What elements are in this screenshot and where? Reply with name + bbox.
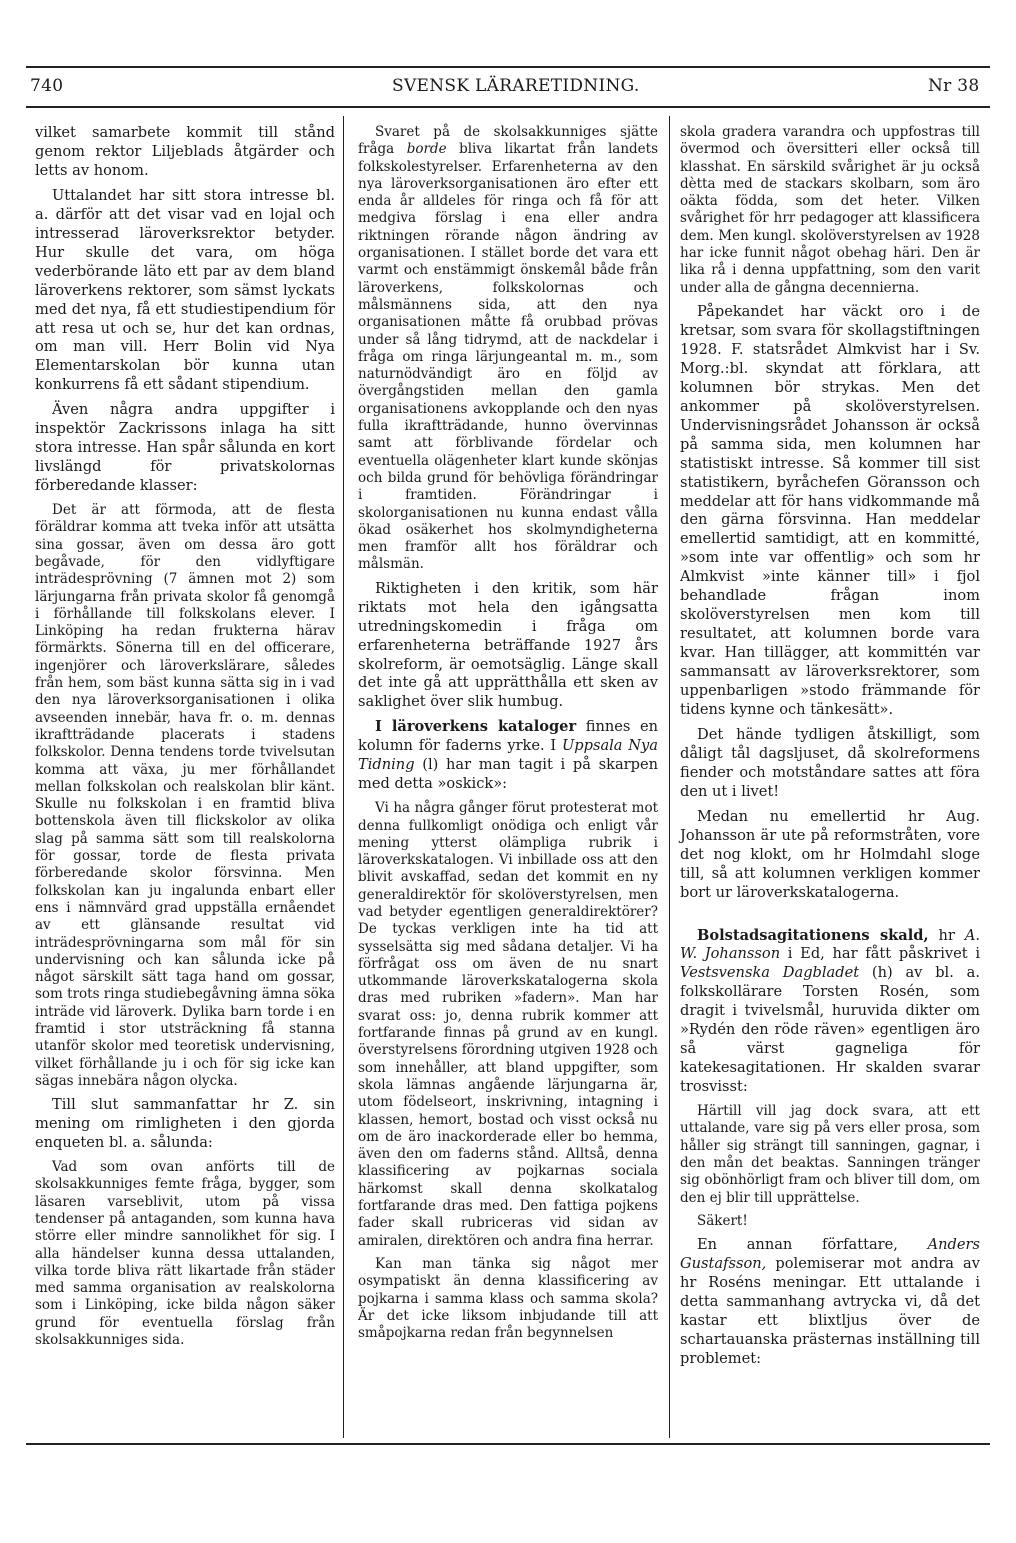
quote-paragraph: Säkert!	[697, 1212, 748, 1229]
column-3	[680, 124, 980, 1375]
issue-number: Nr 38	[928, 76, 980, 96]
paragraph: I läroverkens kataloger finnes en kolumn för faderns yrke. I Uppsala Nya Tidning (l) har man tagit i på skarpen med detta »oskick»:	[358, 718, 658, 793]
paragraph: Uttalandet har sitt stora intresse bl. a. därför att det visar vad en lojal och intresserad läroverksrektor betyder. Hur skulle det vara, om höga vederbörande läto ett par av dem bland läroverkens rektorer, som sämst lyckats med det nya, få ett studiestipendium för att resa ut och se, hur det kan ordnas, om man vill. Herr Bolin vid Nya Elementarskolan bör kunna utan konkurrens få ett sådant stipendium.	[35, 186, 335, 394]
column-divider-left	[343, 116, 344, 1438]
quote-paragraph: Vi ha några gånger förut protesterat mot denna fullkomligt onödiga och enligt vår mening ytterst olämpliga rubrik i läroverkskatalogen. Vi inbillade oss att den blivit avskaffad, sedan det kommit en ny generaldirektör för skolöverstyrelsen, men vad betyder egentligen generaldirektörer? De tyckas verkligen inte ha tid att sysselsätta sig med sådana detaljer. Vi ha förfrågat oss om även de nu snart utkommande läroverkskatalogerna skola dras med rubriken »fadern». Man har svarat oss: jo, denna rubrik kommer att fortfarande finnas på grund av en kungl. överstyrelsens förordning utgiven 1928 och som innehåller, att bland uppgifter, som skola lämnas angående lärjungarna är, utom födelseort, inskrivning, intagning i klassen, hemort, bostad och visst också nu om de äro inackorderade eller bo hemma, även den om faderns stånd. Alltså, denna klassificering av pojkarnas sociala härkomst skall denna skolkatalog fortfarande dras med. Den fattiga pojkens fader skall rubriceras vid sidan av amiralen, direktören och andra fina herrar.	[358, 800, 658, 1249]
paragraph: Medan nu emellertid hr Aug. Johansson är ute på reformstråten, vore det nog klokt, om hr Holmdahl sloge till, så att kolumnen verkligen kommer bort ur läroverkskatalogerna.	[680, 807, 980, 901]
header-rule	[26, 106, 990, 108]
quote-paragraph: Vad som ovan anförts till de skolsakkunniges femte fråga, bygger, som läsaren varseblivit, utom på vissa tendenser på antaganden, som kunna hava större eller mindre sannolikhet för sig. I alla händelser kunna dessa uttalanden, vilka torde bliva rätt likartade från städer med samma organisation av realskolorna som i Linköping, icke bilda någon säker grund för eventuella förslag från skolsakkunniges sida.	[35, 1159, 335, 1349]
column-divider-right	[669, 116, 670, 1438]
column-2	[358, 124, 658, 1348]
paragraph: Även några andra uppgifter i inspektör Zackrissons inlaga ha sitt stora intresse. Han spår sålunda en kort livslängd för privatskolornas förberedande klasser:	[35, 401, 335, 495]
paragraph: Påpekandet har väckt oro i de kretsar, som svara för skollagstiftningen 1928. F. statsrådet Almkvist har i Sv. Morg.:bl. skyndat att förklara, att kolumnen bör strykas. Men det ankommer på skolöverstyrelsen. Undervisningsrådet Johansson är också på samma sida, men kolumnen har statistiskt intresse. Så kommer till sist statistikern, byråchefen Göransson och meddelar att för hans vidkommande må den gärna försvinna. Han meddelar emellertid samtidigt, att en kommitté, »som inte var offentlig» och som hr Almkvist »inte känner till» i fjol behandlade frågan inom skolöverstyrelsen men kom till resultatet, att kolumnen borde vara kvar. Han tillägger, att kommittén var sammansatt av läroverksrektorer, som uppenbarligen »stodo främmande för tidens kynne och tänkesätt».	[680, 302, 980, 718]
quote-paragraph: Härtill vill jag dock svara, att ett uttalande, vare sig på vers eller prosa, som håller sig strängt till sanningen, gagnar, i den mån det beaktas. Sanningen tränger sig obönhörligt fram och bliver till dom, om den ej blir till upprättelse.	[680, 1103, 980, 1206]
page-number: 740	[30, 76, 64, 96]
quote-paragraph: Det är att förmoda, att de flesta föräldrar komma att tveka inför att utsätta sina gossar, även om dessa äro gott begåvade, för den vidlyftigare inträdesprövning (7 ämnen mot 2) som lärjungarna från privata skolor få genomgå i förhållande till folkskolans elever. I Linköping ha redan frukterna härav förmärkts. Sönerna till en del officerare, ingenjörer och läroverkslärare, således från hem, som bäst kunna sätta sig in i vad den nya läroverksorganisationen i olika avseenden innebär, hava fr. o. m. dennas ikraftträdande placerats i stadens folkskolor. Denna tendens torde tvivelsutan komma att växa, ju mer förhållandet mellan folkskolan och realskolan blir känt. Skulle nu folkskolan i en framtid bliva bottenskola även till flickskolor av olika slag på samma sätt som till realskolorna för gossar, torde de flesta privata förberedande skolor försvinna. Men folkskolan kan ju ingalunda enbart eller ens i nämnvärd grad uppställa ernåendet av ett glänsande resultat vid inträdesprövningarna som mål för sin undervisning och kan sålunda icke på något särskilt sätt taga hand om gossar, som trots ringa studiebegåvning ämna söka inträde vid läroverk. Dylika barn torde i en framtid i stor utsträckning få stanna utanför skolor med teoretisk undervisning, vilket förhållande ju i och för sig icke kan sägas innebära någon olycka.	[35, 502, 335, 1089]
paragraph: Det hände tydligen åtskilligt, som dåligt tål dagsljuset, då skolreformens fiender och motståndare sattes att föra den ut i livet!	[680, 725, 980, 800]
top-rule	[26, 66, 990, 68]
bottom-rule	[26, 1443, 990, 1445]
journal-title: SVENSK LÄRARETIDNING.	[392, 76, 640, 96]
column-1	[35, 124, 335, 1355]
quote-paragraph: skola gradera varandra och uppfostras till övermod och översitteri eller också till klasshat. En särskild svårighet är ju också dètta med de stackars skolbarn, som äro oäkta födda, som det heter. Vilken svårighet för hrr pedagoger att klassificera dem. Men kungl. skolöverstyrelsen av 1928 har icke funnit något obehag häri. Den är lika rå i denna uppfattning, som den varit under alla de gångna decennierna.	[680, 124, 980, 296]
paragraph: En annan författare, Anders Gustafsson, polemiserar mot andra av hr Roséns meningar. Ett uttalande i detta sammanhang avtrycka vi, då det kastar ett blixtljus över de schartauanska prästernas inställning till problemet:	[680, 1236, 980, 1367]
paragraph: Till slut sammanfattar hr Z. sin mening om rimligheten i den gjorda enqueten bl. a. sålunda:	[35, 1096, 335, 1152]
quote-paragraph: Kan man tänka sig något mer osympatiskt än denna klassificering av pojkarna i samma klass och samma skola? Är det icke liksom inbjudande till att småpojkarna redan från begynnelsen	[358, 1255, 658, 1342]
paragraph: vilket samarbete kommit till stånd genom rektor Liljeblads åtgärder och letts av honom.	[35, 124, 335, 179]
paragraph: Riktigheten i den kritik, som här riktats mot hela den igångsatta utredningskomedin i fråga om erfarenheterna beträffande 1927 års skolreform, är oemotsäglig. Länge skall det inte gå att upprätthålla ett sken av saklighet över slik humbug.	[358, 579, 658, 711]
quote-paragraph: Svaret på de skolsakkunniges sjätte fråga borde bliva likartat från landets folkskolestyrelser. Erfarenheterna av den nya läroverksorganisationen äro efter ett enda år alldeles för ringa och få för att medgiva förslag i ena eller andra riktningen rörande någon ändring av organisationen. I stället borde det vara ett varmt och enstämmigt önskemål både från läroverkens, folkskolornas och målsmännens sida, att den nya organisationen måtte få orubbad prövas under så lång tidrymd, att de nackdelar i fråga om ringa lärjungeantal m. m., som naturnödvändigt äro en följd av övergångstiden mellan den gamla organisationens avkopplande och den nyas fulla ikraftträdande, hunno övervinnas samt att förblivande fördelar och eventuella olägenheter klart kunde skönjas och bilda grund för behövliga förändringar i framtiden. Förändringar i skolorganisationen nu kunna endast vålla ökad osäkerhet hos skolmyndigheterna men framför allt hos föräldrar och målsmän.	[358, 124, 658, 573]
paragraph: Bolstadsagitationens skald, hr A. W. Johansson i Ed, har fått påskrivet i Vestsvenska Dagbladet (h) av bl. a. folkskollärare Torsten Rosén, som dragit i tvivelsmål, huruvida dikter om »Rydén den röde räven» egentligen äro så värst gagneliga för katekesagitationen. Hr skalden svarar trosvisst:	[680, 926, 980, 1096]
